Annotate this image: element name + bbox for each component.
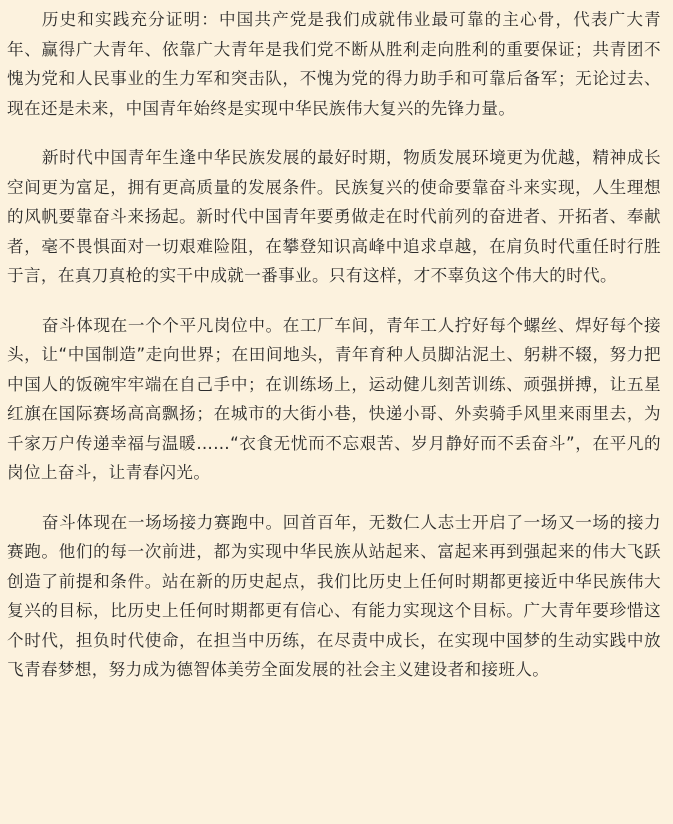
paragraph-1: 历史和实践充分证明：中国共产党是我们成就伟业最可靠的主心骨，代表广大青年、赢得广大青年、依靠广大青年是我们党不断从胜利走向胜利的重要保证；共青团不愧为党和人民事业的生力军和突击队，不愧为党的得力助手和可靠后备军；无论过去、现在还是未来，中国青年始终是实现中华民族伟大复兴的先锋力量。 <box>7 10 661 118</box>
paragraph-2: 新时代中国青年生逢中华民族发展的最好时期，物质发展环境更为优越，精神成长空间更为富足，拥有更高质量的发展条件。民族复兴的使命要靠奋斗来实现，人生理想的风帆要靠奋斗来扬起。新时代中国青年要勇做走在时代前列的奋进者、开拓者、奉献者，毫不畏惧面对一切艰难险阻，在攀登知识高峰中追求卓越，在肩负时代重任时行胜于言，在真刀真枪的实干中成就一番事业。只有这样，才不辜负这个伟大的时代。 <box>7 148 661 285</box>
paragraph-3: 奋斗体现在一个个平凡岗位中。在工厂车间，青年工人拧好每个螺丝、焊好每个接头，让“中国制造”走向世界；在田间地头，青年育种人员脚沾泥土、躬耕不辍，努力把中国人的饭碗牢牢端在自己手中；在训练场上，运动健儿刻苦训练、顽强拼搏，让五星红旗在国际赛场高高飘扬；在城市的大街小巷，快递小哥、外卖骑手风里来雨里去，为千家万户传递幸福与温暖……“衣食无忧而不忘艰苦、岁月静好而不丢奋斗”，在平凡的岗位上奋斗，让青春闪光。 <box>7 315 661 482</box>
paragraph-4: 奋斗体现在一场场接力赛跑中。回首百年，无数仁人志士开启了一场又一场的接力赛跑。他们的每一次前进，都为实现中华民族从站起来、富起来再到强起来的伟大飞跃创造了前提和条件。站在新的历史起点，我们比历史上任何时期都更接近中华民族伟大复兴的目标，比历史上任何时期都更有信心、有能力实现这个目标。广大青年要珍惜这个时代，担负时代使命，在担当中历练，在尽责中成长，在实现中国梦的生动实践中放飞青春梦想，努力成为德智体美劳全面发展的社会主义建设者和接班人。 <box>7 512 661 679</box>
